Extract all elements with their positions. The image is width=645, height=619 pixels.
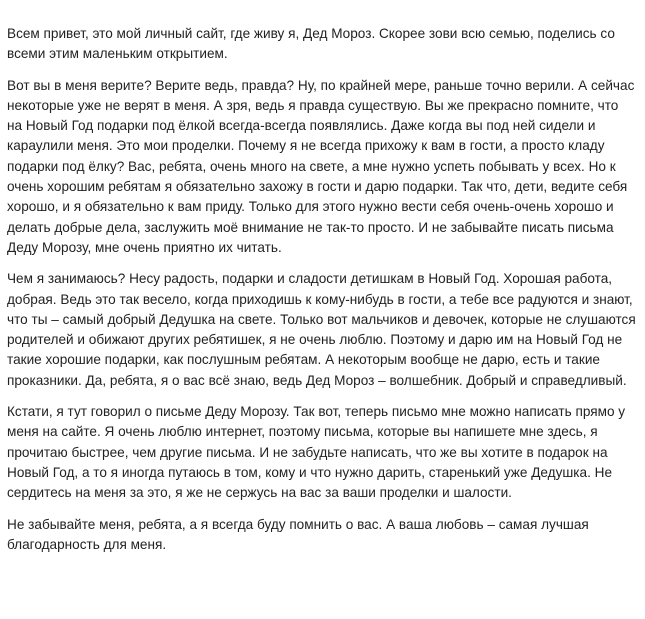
paragraph-work: Чем я занимаюсь? Несу радость, подарки и сладости детишкам в Новый Год. Хорошая работа, добрая. Ведь это так весело, когда приходишь к кому-нибудь в гости, а тебе все радуются и знают, что ты – самый добрый Дедушка на свете. Только вот мальчиков и девочек, которые не слушаются родителей и обижают других ребятишек, я не очень люблю. Поэтому и дарю им на Новый Год не такие хорошие подарки, как послушным ребятам. А некоторым вообще не дарю, есть и такие проказники. Да, ребята, я о вас всё знаю, ведь Дед Мороз – волшебник. Добрый и справедливый.	[7, 271, 636, 388]
paragraph-closing: Не забывайте меня, ребята, а я всегда буду помнить о вас. А ваша любовь – самая лучшая благодарность для меня.	[7, 516, 589, 552]
paragraph-belief: Вот вы в меня верите? Верите ведь, правда? Ну, по крайней мере, раньше точно верили. А сейчас некоторые уже не верят в меня. А зря, ведь я правда существую. Вы же прекрасно помните, что на Новый Год подарки под ёлкой всегда-всегда появлялись. Даже когда вы под ней сидели и караулили меня. Это мои проделки. Почему я не всегда прихожу к вам в гости, а просто кладу подарки под ёлку? Вас, ребята, очень много на свете, а мне нужно успеть побывать у всех. Но к очень хорошим ребятам я обязательно захожу в гости и дарю подарки. Так что, дети, ведите себя хорошо, и я обязательно к вам приду. Только для этого нужно вести себя очень-очень хорошо и делать добрые дела, заслужить моё внимание не так-то просто. И не забывайте писать письма Деду Морозу, мне очень приятно их читать.	[7, 77, 635, 255]
document-body	[7, 24, 637, 566]
paragraph-letters: Кстати, я тут говорил о письме Деду Морозу. Так вот, теперь письмо мне можно написать прямо у меня на сайте. Я очень люблю интернет, поэтому письма, которые вы напишете мне здесь, я прочитаю быстрее, чем другие письма. И не забудьте написать, что же вы хотите в подарок на Новый Год, а то я иногда путаюсь в том, кому и что нужно дарить, старенький уже Дедушка. Не сердитесь на меня за это, я же не сержусь на вас за ваши проделки и шалости.	[7, 404, 626, 501]
paragraph-greeting: Всем привет, это мой личный сайт, где живу я, Дед Мороз. Скорее зови всю семью, поделись со всеми этим маленьким открытием.	[7, 26, 615, 62]
